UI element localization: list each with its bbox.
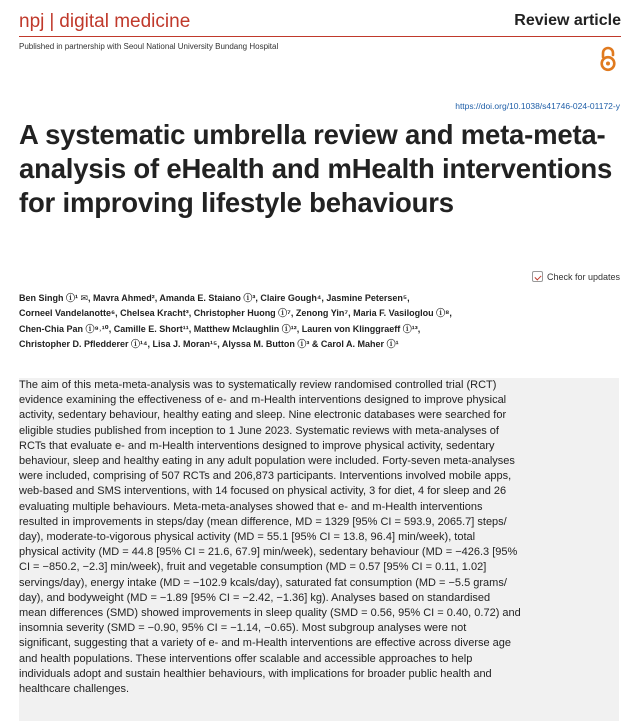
abstract-line: web-based and SMS interventions, with 14 focused on physical activity, 3 for diet, 4 for sleep and 26 (19, 485, 507, 498)
abstract-text (19, 378, 617, 697)
abstract-line: were included, comprising of 507 RCTs and 206,873 participants. Interventions involved mobile apps, (19, 470, 512, 483)
abstract-line: individuals adopt and sustain healthier behaviours, with implications for broader public health and (19, 667, 492, 680)
article-type: Review article (514, 12, 621, 29)
journal-brand[interactable] (19, 12, 190, 31)
brand-npj: npj (19, 10, 45, 32)
partnership-note: Published in partnership with Seoul National University Bundang Hospital (19, 42, 279, 51)
abstract-line: day), moderate-to-vigorous physical activity (MD = 55.1 [95% CI = 13.8, 96.4] min/week), total (19, 531, 476, 544)
abstract-line: day), and bodyweight (MD = −1.89 [95% CI = −2.42, −1.36] kg). Analyses based on standardised (19, 591, 491, 604)
abstract-line: significant, suggesting that a variety of e- and m-Health interventions are effective across diverse age (19, 637, 512, 650)
author-line[interactable]: Corneel Vandelanotte⁶, Chelsea Kracht³, Christopher Huong ⓘ⁷, Zenong Yin⁷, Maria F. Vasiloglou ⓘ⁸, (19, 308, 452, 319)
author-line[interactable]: Chen-Chia Pan ⓘ⁹˒¹⁰, Camille E. Short¹¹, Matthew Mclaughlin ⓘ¹², Lauren von Klinggraeff ⓘ¹³, (19, 323, 421, 334)
check-updates-label: Check for updates (546, 271, 620, 282)
abstract-line: behaviour, sleep and healthy eating in any adult population were included. Forty-seven meta-analyses (19, 455, 515, 468)
abstract-line: evidence examining the effectiveness of e- and m-Health interventions designed to improve physical (19, 394, 507, 407)
brand-journal-name: digital medicine (59, 10, 191, 32)
abstract-line: physical activity (MD = 44.8 [95% CI = 21.6, 67.9] min/week), sedentary behaviour (MD = −426.3 [95% (19, 546, 518, 559)
abstract-line: activity, sedentary behaviour, healthy eating and sleep. Nine electronic databases were searched for (19, 409, 507, 422)
abstract-line: eligible studies published from inception to 1 June 2023. Systematic reviews with meta-analyses of (19, 424, 499, 437)
abstract-line: RCTs that evaluate e- and m-Health interventions designed to improve physical activity, sedentary (19, 439, 495, 452)
abstract-line: healthcare challenges. (19, 683, 130, 696)
abstract-line: mean differences (SMD) showed improvements in sleep quality (SMD = 0.56, 95% CI = 0.40, 0.72) and (19, 607, 521, 620)
abstract-line: servings/day), energy intake (MD = −102.9 kcals/day), saturated fat consumption (MD = −5.5 grams/ (19, 576, 507, 589)
author-line[interactable]: Ben Singh ⓘ¹ ✉, Mavra Ahmed², Amanda E. Staiano ⓘ³, Claire Gough⁴, Jasmine Petersen⁵, (19, 293, 410, 303)
abstract-line: The aim of this meta-meta-analysis was to systematically review randomised controlled trial (RCT) (19, 379, 497, 391)
author-list (19, 291, 619, 353)
author-line[interactable]: Christopher D. Pfledderer ⓘ¹⁴, Lisa J. Moran¹⁵, Alyssa M. Button ⓘ³ & Carol A. Maher ⓘ¹ (19, 339, 399, 350)
abstract-line: evaluating multiple behaviours. Meta-meta-analyses showed that e- and m-Health interventions (19, 500, 483, 513)
journal-header (19, 6, 621, 36)
abstract-line: and health populations. These interventions offer scalable and accessible approaches to help (19, 652, 473, 665)
open-access-icon[interactable] (598, 46, 618, 72)
header-divider (19, 36, 621, 37)
doi-link[interactable]: https://doi.org/10.1038/s41746-024-01172-y (455, 101, 620, 111)
abstract-box (19, 378, 619, 721)
abstract-line: insomnia severity (SMD = −0.90, 95% CI = −1.14, −0.65). Most subgroup analyses were not (19, 622, 467, 635)
abstract-line: resulted in improvements in steps/day (mean difference, MD = 1329 [95% CI = 593.9, 2065.7] steps/ (19, 515, 507, 528)
brand-separator: | (49, 10, 55, 32)
article-title: A systematic umbrella review and meta-meta-analysis of eHealth and mHealth interventions for improving lifestyle behaviours (19, 119, 613, 218)
abstract-line: CI = −850.2, −2.3] min/week), fruit and vegetable consumption (MD = 0.57 [95% CI = 0.11, 1.02] (19, 561, 487, 574)
check-for-updates-button[interactable] (532, 271, 620, 282)
check-updates-icon (532, 271, 543, 282)
